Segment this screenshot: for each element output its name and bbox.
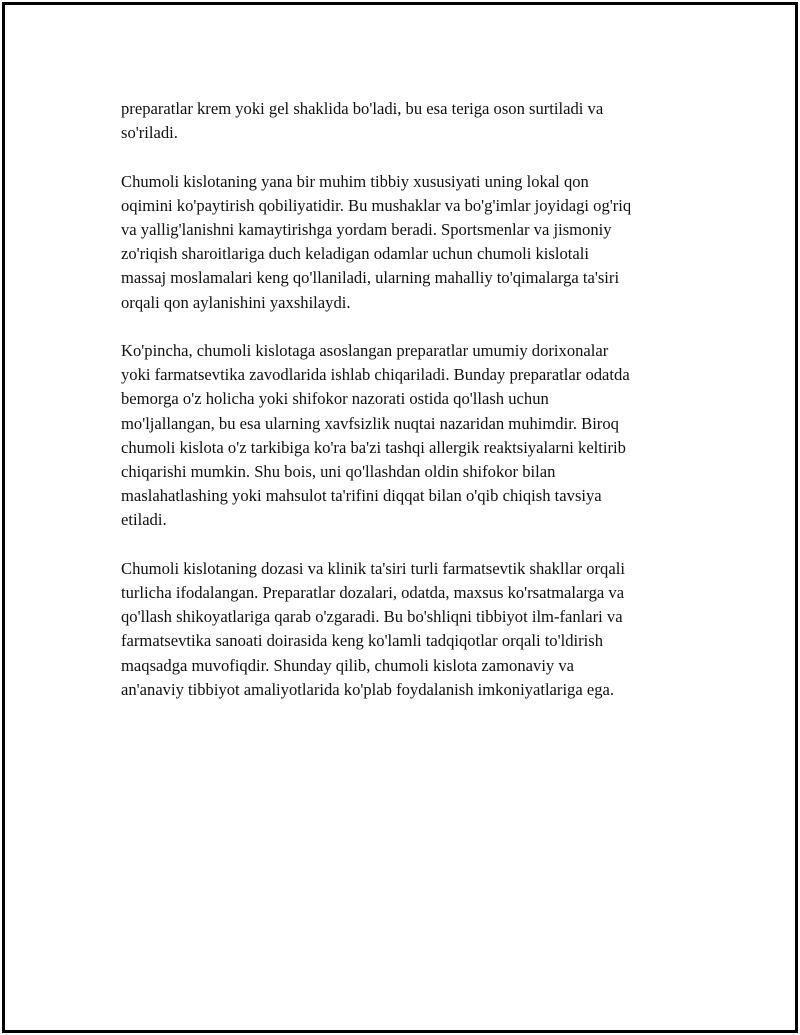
text-line: Ko'pincha, chumoli kislotaga asoslangan preparatlar umumiy dorixonalar — [121, 341, 609, 360]
text-line: an'anaviy tibbiyot amaliyotlarida ko'plab foydalanish imkoniyatlariga ega. — [121, 679, 615, 699]
text-line: chumoli kislota o'z tarkibiga ko'ra ba'zi tashqi allergik reaktsiyalarni keltirib — [121, 437, 626, 457]
text-line: chiqarishi mumkin. Shu bois, uni qo'llashdan oldin shifokor bilan — [121, 462, 556, 482]
text-line: qo'llash shikoyatlariga qarab o'zgaradi. Bu bo'shliqni tibbiyot ilm-fanlari va — [121, 607, 623, 627]
document-page — [2, 2, 798, 1033]
text-line: Chumoli kislotaning yana bir muhim tibbiy xususiyati uning lokal qon — [121, 171, 589, 191]
text-line: turlicha ifodalangan. Preparatlar dozalari, odatda, maxsus ko'rsatmalarga va — [121, 583, 625, 603]
text-line: orqali qon aylanishini yaxshilaydi. — [121, 292, 351, 312]
text-line: zo'riqish sharoitlariga duch keladigan odamlar uchun chumoli kislotali — [121, 244, 589, 264]
text-line: so'riladi. — [121, 123, 178, 143]
text-line: va yallig'lanishni kamaytirishga yordam beradi. Sportsmenlar va jismoniy — [121, 220, 612, 239]
text-line: yoki farmatsevtika zavodlarida ishlab chiqariladi. Bunday preparatlar odatda — [121, 365, 630, 385]
text-line: preparatlar krem yoki gel shaklida bo'ladi, bu esa teriga oson surtiladi va — [121, 99, 604, 118]
paragraph-3 — [121, 339, 695, 533]
text-line: etiladi. — [121, 510, 167, 530]
text-line: massaj moslamalari keng qo'llaniladi, ularning mahalliy to'qimalarga ta'siri — [121, 268, 620, 288]
text-line: maslahatlashing yoki mahsulot ta'rifini diqqat bilan o'qib chiqish tavsiya — [121, 486, 602, 506]
document-body — [121, 97, 695, 726]
text-line: farmatsevtika sanoati doirasida keng ko'lamli tadqiqotlar orqali to'ldirish — [121, 631, 604, 651]
text-line: bemorga o'z holicha yoki shifokor nazorati ostida qo'llash uchun — [121, 389, 549, 409]
text-line: mo'ljallangan, bu esa ularning xavfsizlik nuqtai nazaridan muhimdir. Biroq — [121, 413, 619, 433]
paragraph-2 — [121, 170, 695, 315]
paragraph-4 — [121, 557, 695, 702]
text-line: Chumoli kislotaning dozasi va klinik ta'siri turli farmatsevtik shakllar orqali — [121, 558, 625, 578]
paragraph-1 — [121, 97, 695, 145]
text-line: maqsadga muvofiqdir. Shunday qilib, chumoli kislota zamonaviy va — [121, 655, 575, 675]
text-line: oqimini ko'paytirish qobiliyatidir. Bu mushaklar va bo'g'imlar joyidagi og'riq — [121, 195, 632, 215]
